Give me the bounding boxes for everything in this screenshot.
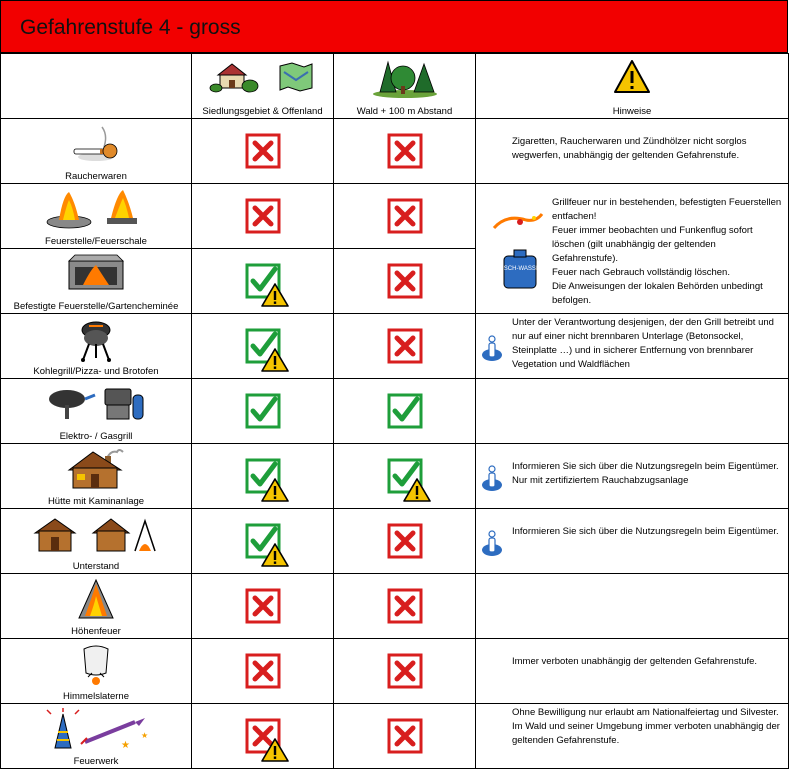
table-row <box>1 314 789 379</box>
hinweise-cell <box>476 119 789 184</box>
table-row <box>1 379 789 444</box>
table-row <box>1 119 789 184</box>
activity-illustration <box>1 383 191 427</box>
activity-label: Kohlegrill/Pizza- und Brotofen <box>33 366 159 377</box>
forbidden-icon <box>387 328 423 364</box>
sparks-icon <box>490 210 546 237</box>
header-hinweise-label: Hinweise <box>612 106 652 117</box>
wald-status-cell <box>334 639 476 704</box>
header-hinweise <box>476 54 789 119</box>
table-row <box>1 444 789 509</box>
siedlung-status-cell <box>192 704 334 769</box>
forbidden-icon <box>387 263 423 299</box>
activity-label: Höhenfeuer <box>71 626 121 637</box>
header-siedlung <box>192 54 334 119</box>
wald-status-cell <box>334 574 476 639</box>
siedlung-status-cell <box>192 379 334 444</box>
wald-status-cell <box>334 184 476 249</box>
header-empty-cell <box>1 54 192 119</box>
title-bar <box>0 0 788 53</box>
forbidden-icon <box>387 653 423 689</box>
hinweise-cell <box>476 314 789 379</box>
hinweis-text: Unter der Verantwortung desjenigen, der den Grill betreibt und nur auf einer nicht brennbaren Unterlage (Betonsockel, Steinplatte …) und in sicherer Entfernung von brennbarer Vegetation und Waldflächen <box>512 317 774 370</box>
activity-label: Elektro- / Gasgrill <box>59 431 133 442</box>
siedlung-status-cell <box>192 249 334 314</box>
activity-cell <box>1 249 192 314</box>
siedlung-status-cell <box>192 639 334 704</box>
activity-cell <box>1 509 192 574</box>
wald-status-cell <box>334 444 476 509</box>
forbidden-icon <box>387 588 423 624</box>
table-row <box>1 184 789 249</box>
activity-label: Feuerstelle/Feuerschale <box>45 236 147 247</box>
svg-text:★: ★ <box>141 731 149 740</box>
warning-icon <box>261 348 289 372</box>
activity-cell <box>1 314 192 379</box>
warning-icon <box>261 283 289 307</box>
siedlung-status-cell <box>192 444 334 509</box>
activity-cell <box>1 639 192 704</box>
activity-illustration <box>1 578 191 622</box>
table-row <box>1 639 789 704</box>
activity-illustration <box>1 708 191 752</box>
activity-illustration <box>1 253 191 297</box>
activity-illustration <box>1 318 191 362</box>
warning-icon <box>403 478 431 502</box>
activity-label: Himmelslaterne <box>63 691 129 702</box>
header-row <box>1 54 789 119</box>
forest-icon <box>334 58 475 102</box>
activity-illustration <box>1 188 191 232</box>
table-row <box>1 574 789 639</box>
forbidden-icon <box>245 653 281 689</box>
warning-icon <box>261 738 289 762</box>
warning-triangle-icon <box>476 58 788 102</box>
warning-icon <box>261 478 289 502</box>
svg-text:★: ★ <box>121 740 130 751</box>
hinweise-cell <box>476 574 789 639</box>
activity-illustration <box>1 448 191 492</box>
hinweis-text: Immer verboten unabhängig der geltenden Gefahrenstufe. <box>512 656 758 667</box>
siedlung-status-cell <box>192 574 334 639</box>
wald-status-cell <box>334 314 476 379</box>
activity-cell <box>1 379 192 444</box>
info-icon <box>481 529 503 557</box>
activity-label: Unterstand <box>72 561 120 572</box>
activity-label: Befestigte Feuerstelle/Gartencheminée <box>13 301 179 312</box>
hinweis-text: Ohne Bewilligung nur erlaubt am Nationalfeiertag und Silvester. Im Wald und seiner Umgebung immer verboten unabhängig der geltenden Gefahrenstufe. <box>512 707 780 746</box>
forbidden-icon <box>387 198 423 234</box>
hinweise-cell <box>476 509 789 574</box>
hinweise-cell <box>476 379 789 444</box>
hinweise-cell <box>476 639 789 704</box>
siedlung-status-cell <box>192 184 334 249</box>
table-row <box>1 509 789 574</box>
activity-illustration <box>1 123 191 167</box>
header-siedlung-label: Siedlungsgebiet & Offenland <box>202 106 323 117</box>
grill-note-cell <box>476 184 789 314</box>
forbidden-icon <box>387 523 423 559</box>
activity-label: Feuerwerk <box>73 756 119 767</box>
village-map-icon <box>192 58 333 102</box>
activity-label: Raucherwaren <box>65 171 127 182</box>
siedlung-status-cell <box>192 314 334 379</box>
allowed-icon <box>387 393 423 429</box>
activity-cell <box>1 444 192 509</box>
info-icon <box>481 334 503 362</box>
forbidden-icon <box>245 198 281 234</box>
page-title: Gefahrenstufe 4 - gross <box>20 16 241 39</box>
siedlung-status-cell <box>192 509 334 574</box>
activity-illustration <box>1 513 191 557</box>
activity-cell <box>1 574 192 639</box>
grill-note-text: Grillfeuer nur in bestehenden, befestigten Feuerstellen entfachen! Feuer immer beobachten und Funkenflug sofort löschen (gilt unabhängig der geltenden Gefahrenstufe). Feuer nach Gebrauch vollständig löschen. Die Anweisungen der lokalen Behörden unbedingt befolgen. <box>552 197 782 306</box>
activity-cell <box>1 119 192 184</box>
wald-status-cell <box>334 119 476 184</box>
table-row <box>1 704 789 769</box>
hinweise-cell <box>476 704 789 769</box>
fire-rules-table <box>0 53 789 769</box>
activity-illustration <box>1 643 191 687</box>
forbidden-icon <box>245 133 281 169</box>
water-canister-icon <box>495 250 545 295</box>
siedlung-status-cell <box>192 119 334 184</box>
activity-label: Hütte mit Kaminanlage <box>47 496 145 507</box>
warning-icon <box>261 543 289 567</box>
wald-status-cell <box>334 509 476 574</box>
wald-status-cell <box>334 249 476 314</box>
hinweis-text: Zigaretten, Raucherwaren und Zündhölzer nicht sorglos wegwerfen, unabhängig der geltenden Gefahrenstufe. <box>512 136 747 161</box>
hinweise-cell <box>476 444 789 509</box>
svg-text:LÖSCH-WASSER: LÖSCH-WASSER <box>495 266 545 272</box>
wald-status-cell <box>334 379 476 444</box>
header-wald <box>334 54 476 119</box>
activity-cell <box>1 184 192 249</box>
hinweis-text: Informieren Sie sich über die Nutzungsregeln beim Eigentümer. Nur mit zertifiziertem Rauchabzugsanlage <box>512 461 779 486</box>
allowed-icon <box>245 393 281 429</box>
forbidden-icon <box>387 133 423 169</box>
forbidden-icon <box>387 718 423 754</box>
wald-status-cell <box>334 704 476 769</box>
info-icon <box>481 464 503 492</box>
header-wald-label: Wald + 100 m Abstand <box>356 106 453 117</box>
hinweis-text: Informieren Sie sich über die Nutzungsregeln beim Eigentümer. <box>512 526 779 537</box>
activity-cell <box>1 704 192 769</box>
forbidden-icon <box>245 588 281 624</box>
